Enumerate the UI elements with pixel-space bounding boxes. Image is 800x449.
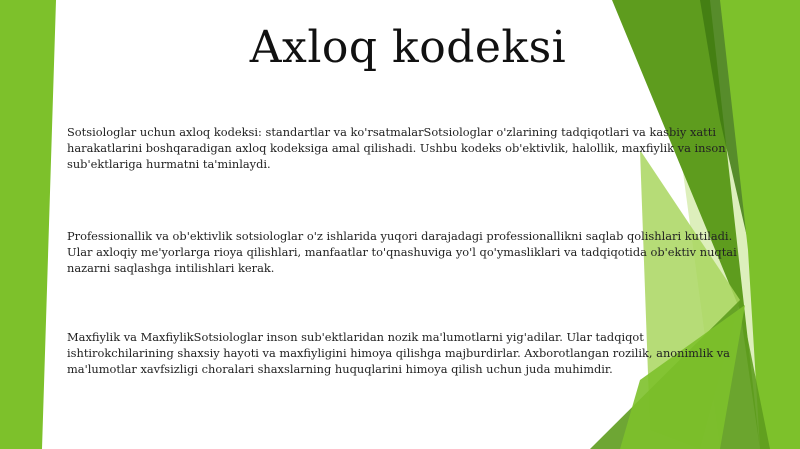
paragraph-professionalism: Professionallik va ob'ektivlik sotsiologlar o'z ishlarida yuqori darajadagi professionallikni saqlab qolishlari kutiladi. Ular axloqiy me'yorlarga rioya qilishlari, manfaatlar to'qnashuviga yo'l qo'ymasliklari va tadqiqotida ob'ektiv nuqtai nazarni saqlashga intilishlari kerak. xyxy=(67,229,737,275)
slide-title: Axloq kodeksi xyxy=(249,22,567,73)
paragraph-confidentiality: Maxfiylik va MaxfiylikSotsiologlar inson sub'ektlaridan nozik ma'lumotlarni yig'adilar. Ular tadqiqot ishtirokchilarining shaxsiy hayoti va maxfiyligini himoya qilishga majburdirlar. Axborotlangan rozilik, anonimlik va ma'lumotlar xavfsizligi choralari shaxslarning huquqlarini himoya qilish uchun juda muhimdir. xyxy=(67,330,730,376)
paragraph-ethics-code: Sotsiologlar uchun axloq kodeksi: standartlar va ko'rsatmalarSotsiologlar o'zlarining tadqiqotlari va kasbiy xatti harakatlarini boshqaradigan axloq kodeksiga amal qilishadi. Ushbu kodeks ob'ektivlik, halollik, maxfiylik va inson sub'ektlariga hurmatni ta'minlaydi. xyxy=(67,125,726,171)
